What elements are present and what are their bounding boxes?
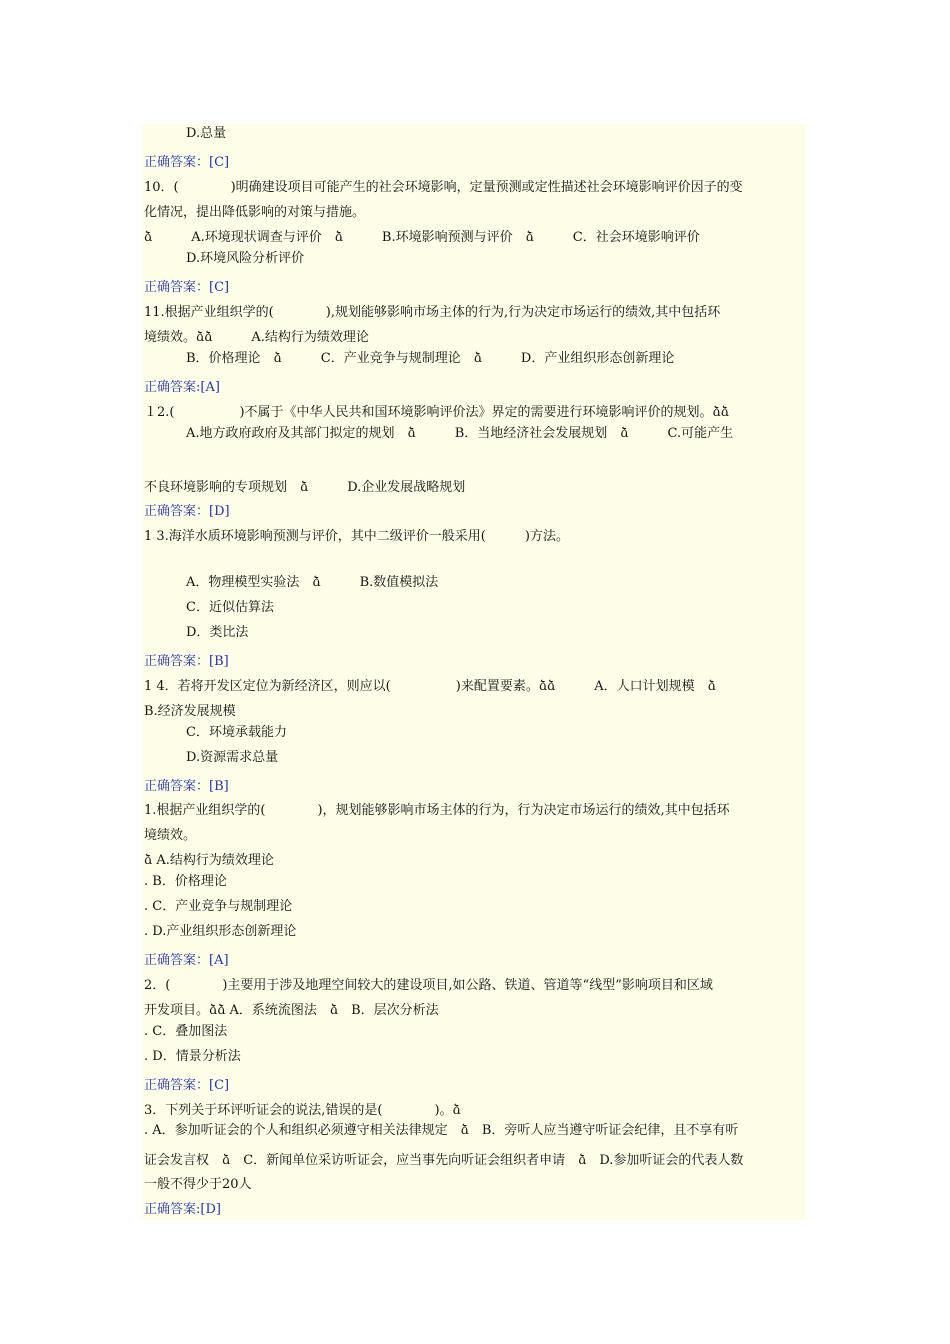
answer-line: 正确答案：[C] [144,155,230,170]
question-line: . D．情景分析法 [144,1049,241,1064]
question-line: C．近似估算法 [186,600,274,615]
question-line: . B．价格理论 [144,874,227,889]
answer-line: 正确答案:[A] [144,380,220,395]
question-line: 10．( )明确建设项目可能产生的社会环境影响，定量预测或定性描述社会环境影响评价因子的变 [144,180,743,195]
answer-line: 正确答案：[A] [144,953,229,968]
answer-line: 正确答案：[D] [144,504,230,519]
question-line: . C．叠加图法 [144,1024,228,1039]
question-line: 1 3.海洋水质环境影响预测与评价，其中二级评价一般采用( )方法。 [144,529,569,544]
question-line: 11.根据产业组织学的( ),规划能够影响市场主体的行为,行为决定市场运行的绩效,其中包括环 [144,305,721,320]
question-line: A．物理模型实验法 ձ B.数值模拟法 [186,575,439,590]
question-line: . C．产业竞争与规制理论 [144,899,293,914]
question-line: 境绩效。ձձ A.结构行为绩效理论 [144,330,369,345]
question-line: A.地方政府政府及其部门拟定的规划 ձ B．当地经济社会发展规划 ձ C.可能产生 [186,426,734,441]
question-line: １2.( )不属于《中华人民共和国环境影响评价法》界定的需要进行环境影响评价的规划。ձձ [144,405,729,420]
answer-line: 正确答案:[D] [144,1202,221,1217]
question-line: 3．下列关于环评听证会的说法,错误的是( )。ձ [144,1103,461,1118]
question-line: D.环境风险分析评价 [186,251,305,266]
document-panel [142,124,806,1220]
question-line: 一般不得少于20人 [144,1177,252,1192]
question-line: . A．参加听证会的个人和组织必须遵守相关法律规定 ձ B．旁听人应当遵守听证会纪律，且不享有听 [144,1123,739,1138]
question-line: 2．( )主要用于涉及地理空间较大的建设项目,如公路、铁道、管道等“线型”影响项目和区域 [144,978,713,993]
answer-line: 正确答案：[C] [144,280,230,295]
question-line: 1 4．若将开发区定位为新经济区，则应以( )来配置要素。ձձ A．人口计划规模 ձ [144,679,716,694]
question-line: 1.根据产业组织学的( )，规划能够影响市场主体的行为，行为决定市场运行的绩效,其中包括环 [144,803,730,818]
question-line: C．环境承载能力 [186,725,287,740]
question-line: 化情况，提出降低影响的对策与措施。 [144,205,366,220]
answer-line: 正确答案：[C] [144,1078,230,1093]
question-line: ձ A.结构行为绩效理论 [144,853,274,868]
question-line: D.资源需求总量 [186,750,279,765]
question-line: D．类比法 [186,625,249,640]
question-line: D.总量 [186,126,227,141]
question-line: B．价格理论 ձ C．产业竞争与规制理论 ձ D．产业组织形态创新理论 [186,351,675,366]
question-line: ձ A.环境现状调查与评价 ձ B.环境影响预测与评价 ձ C．社会环境影响评价 [144,230,700,245]
question-line: . D.产业组织形态创新理论 [144,924,297,939]
question-line: 境绩效。 [144,828,197,843]
answer-line: 正确答案：[B] [144,779,229,794]
question-line: 不良环境影响的专项规划 ձ D.企业发展战略规划 [144,480,466,495]
question-line: 证会发言权 ձ C．新闻单位采访听证会，应当事先向听证会组织者申请 ձ D.参加听证会的代表人数 [144,1153,744,1168]
question-line: B.经济发展规模 [144,704,236,719]
question-line: 开发项目。ձձ A．系统流图法 ձ B．层次分析法 [144,1003,439,1018]
answer-line: 正确答案：[B] [144,654,229,669]
